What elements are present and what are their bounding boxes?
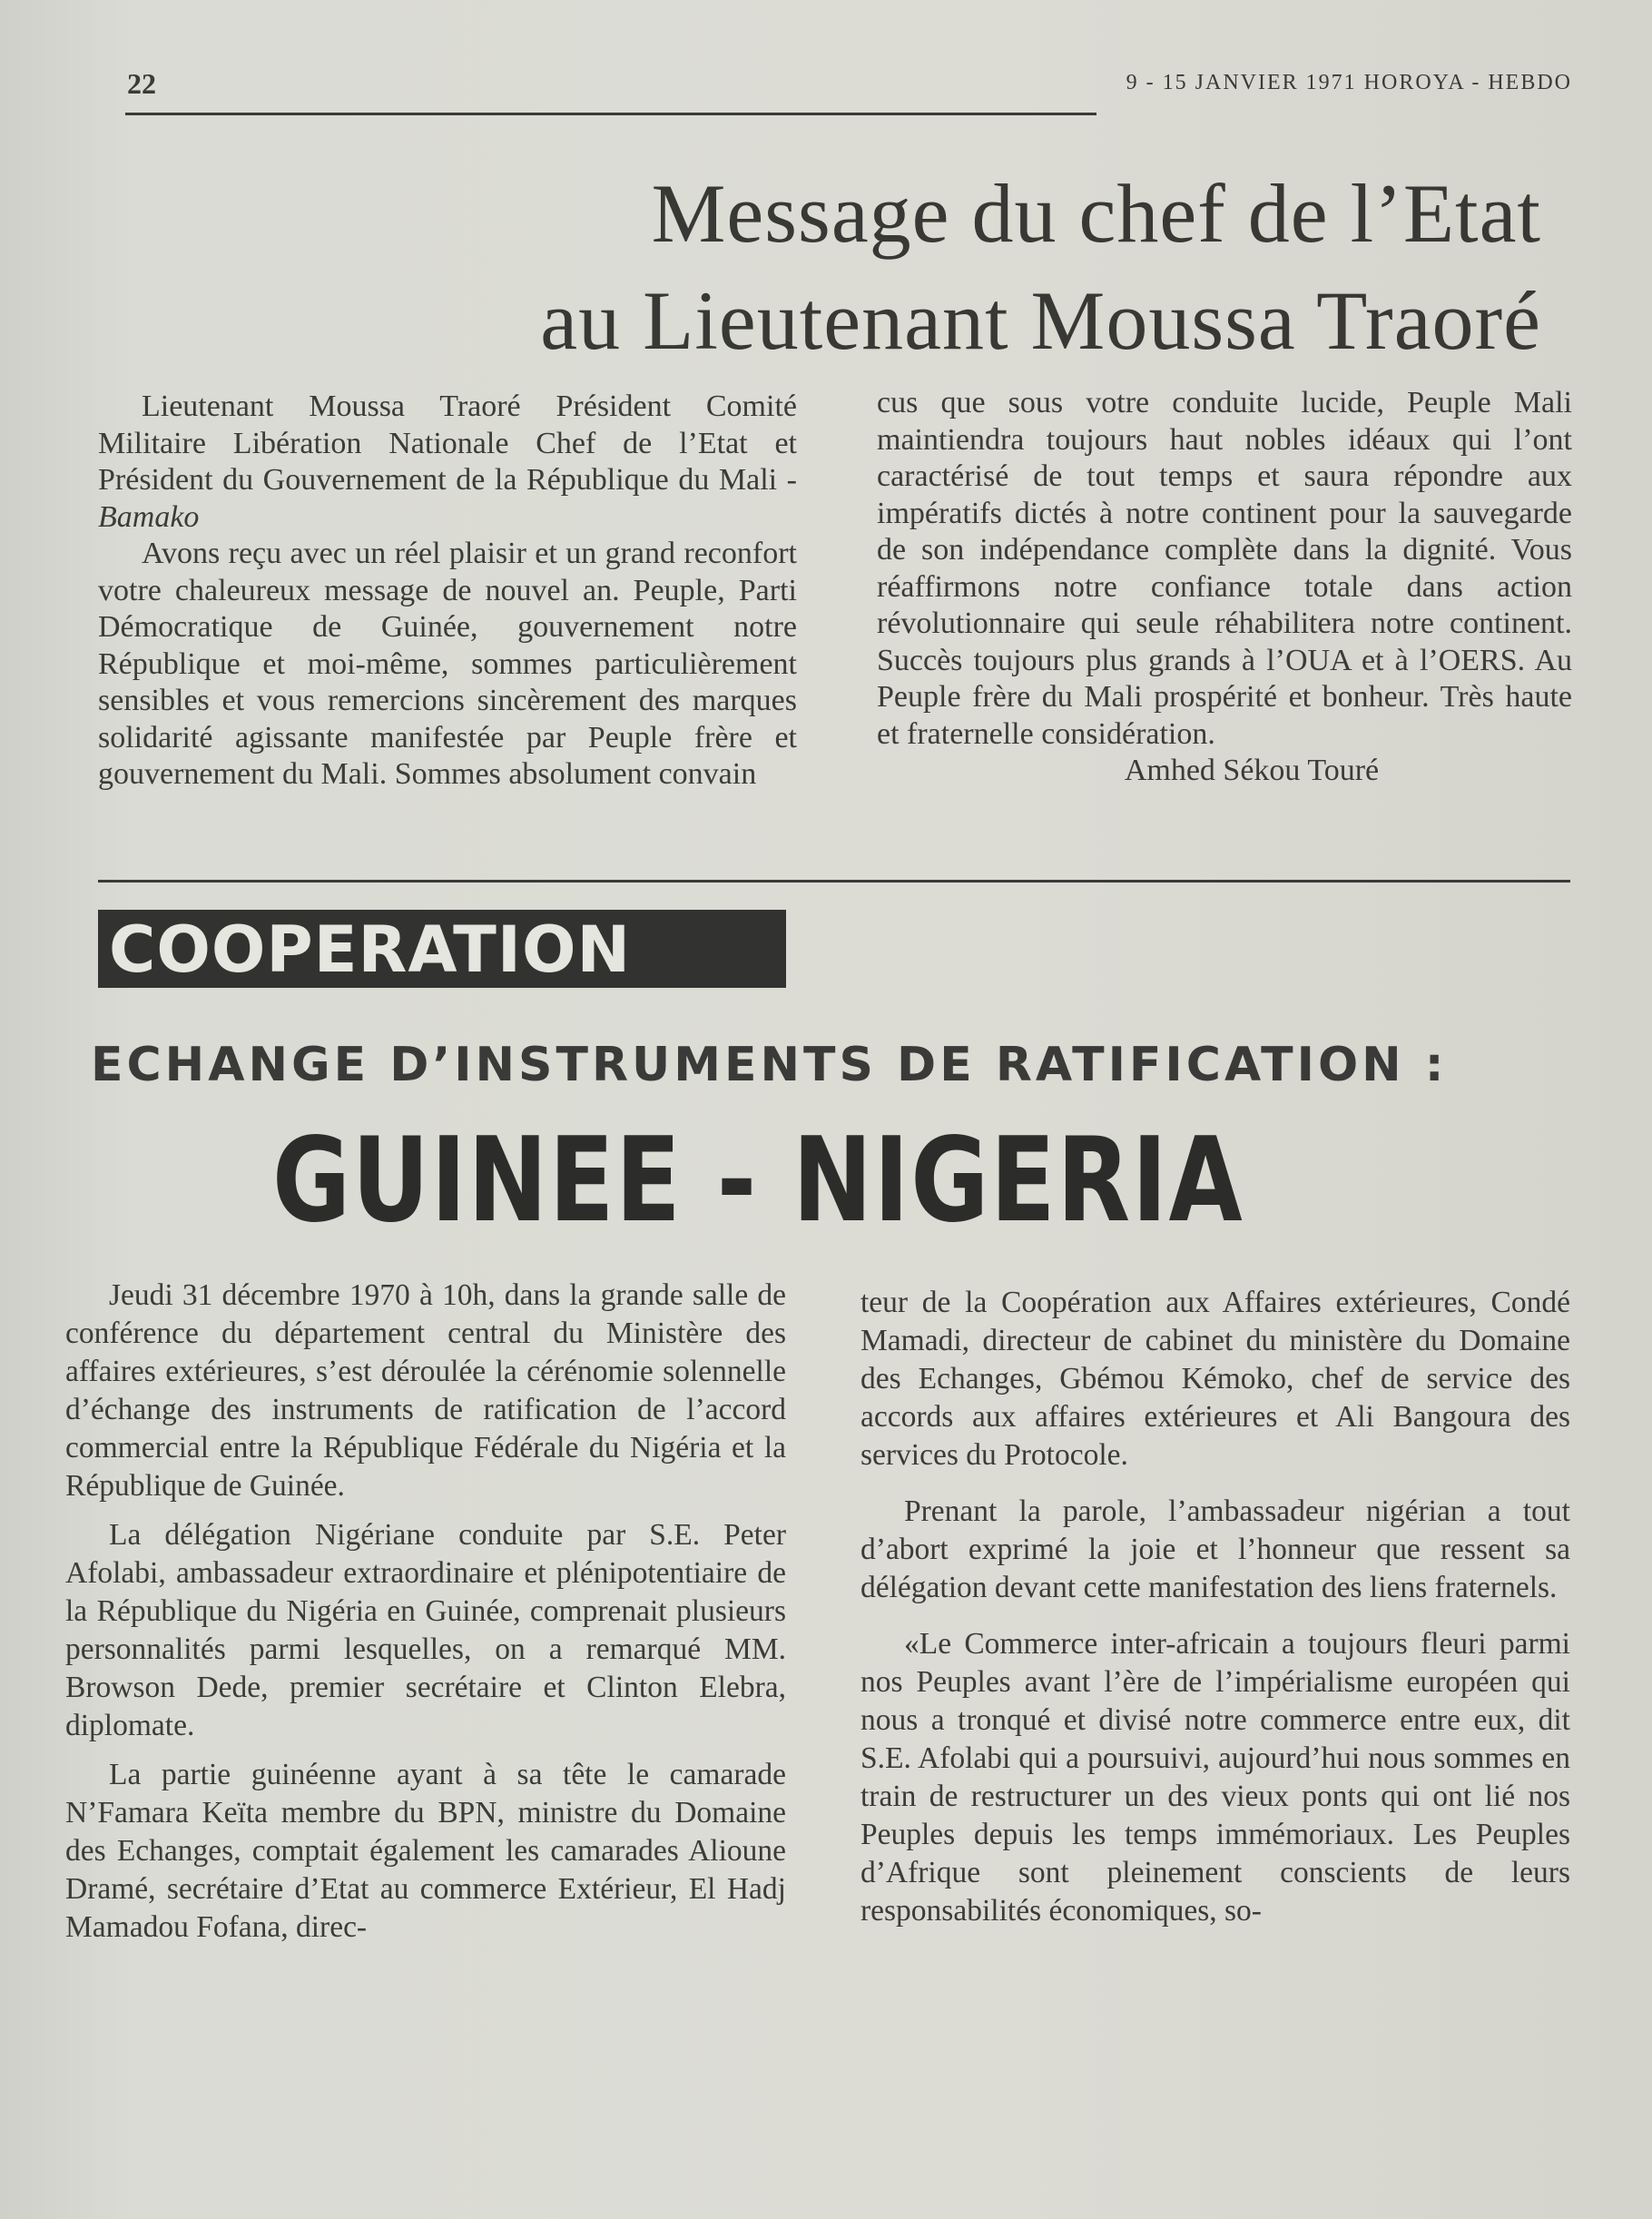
article-headline: GUINEE - NIGERIA: [272, 1113, 1244, 1248]
message-place: Bamako: [98, 499, 200, 534]
article-column-left: [65, 1277, 786, 1958]
message-address: [98, 389, 797, 536]
article-paragraph-1: Jeudi 31 décembre 1970 à 10h, dans la grande salle de conférence du département central du Ministère des affaires extérieures, s’est déroulée la cérénomie solennelle d’échange des instruments de ratification de l’accord commercial entre la République Fédérale du Nigéria et la République de Guinée.: [65, 1278, 786, 1503]
page-number: 22: [127, 67, 156, 100]
article-paragraph-3: La partie guinéenne ayant à sa tête le camarade N’Famara Keïta membre du BPN, ministre du Domaine des Echanges, comptait également les camarades Alioune Dramé, secrétaire d’Etat au commerce Extérieur, El Hadj Mamadou Fofana, direc-: [65, 1758, 786, 1944]
message-body-end: cus que sous votre conduite lucide, Peuple Mali maintiendra toujours haut nobles idéaux qui l’ont caractérisé de tout temps et saura répondre aux impératifs dictés à notre continent pour la sauvegarde de son indépendance complète dans la dignité. Vous réaffirmons notre confiance totale dans action révolutionnaire qui seule réhabilitera notre continent. Succès toujours plus grands à l’OUA et à l’OERS. Au Peuple frère du Mali prospérité et bonheur. Très haute et fraternelle considération.: [877, 386, 1572, 751]
message-body-start: Avons reçu avec un réel plaisir et un grand reconfort votre chaleureux message de nouvel an. Peuple, Parti Démocratique de Guinée, gouvernement notre République et moi-même, sommes particulièrement sensibles et vous remercions sincèrement des marques solidarité agissante manifestée par Peuple frère et gouvernement du Mali. Sommes absolument convain: [98, 537, 797, 791]
section-label: COOPERATION: [109, 912, 632, 987]
section-divider: [98, 880, 1570, 883]
article-paragraph-5: Prenant la parole, l’ambassadeur nigérian a tout d’abort exprimé la joie et l’honneur que ressent sa délégation devant cette manifestation des liens fraternels.: [860, 1494, 1570, 1604]
article-kicker: ECHANGE D’INSTRUMENTS DE RATIFICATION :: [91, 1038, 1448, 1092]
message-address-text: Lieutenant Moussa Traoré Président Comité Militaire Libération Nationale Chef de l’Etat et Président du Gouvernement de la République du Mali -: [98, 390, 797, 497]
article-column-right: [860, 1284, 1570, 1941]
article-paragraph-2: La délégation Nigériane conduite par S.E. Peter Afolabi, ambassadeur extraordinaire et plénipotentiaire de la République du Nigéria en Guinée, comprenait plusieurs personnalités parmi lesquelles, on a remarqué MM. Browson Dede, premier secrétaire et Clinton Elebra, diplomate.: [65, 1518, 786, 1742]
title-line-2: au Lieutenant Moussa Traoré: [540, 274, 1541, 367]
message-signature: Amhed Sékou Touré: [1124, 754, 1380, 787]
title-line-1: Message du chef de l’Etat: [651, 167, 1541, 260]
message-column-right: [877, 385, 1572, 790]
article-paragraph-6: «Le Commerce inter-africain a toujours fleuri parmi nos Peuples avant l’ère de l’impérialisme européen qui nous a tronqué et divisé notre commerce entre eux, dit S.E. Afolabi qui a poursuivi, aujourd’hui nous sommes en train de restructurer un des vieux ponts qui ont lié nos Peuples depuis les temps immémoriaux. Les Peuples d’Afrique sont pleinement conscients de leurs responsabilités économiques, so-: [860, 1627, 1570, 1928]
article-title: [89, 160, 1541, 374]
message-column-left: [98, 389, 797, 794]
article-paragraph-4: teur de la Coopération aux Affaires extérieures, Condé Mamadi, directeur de cabinet du ministère du Domaine des Echanges, Gbémou Kémoko, chef de service des accords aux affaires extérieures et Ali Bangoura des services du Protocole.: [860, 1286, 1570, 1472]
header-rule: [125, 113, 1096, 115]
dateline: 9 - 15 JANVIER 1971 HOROYA - HEBDO: [1126, 71, 1572, 94]
